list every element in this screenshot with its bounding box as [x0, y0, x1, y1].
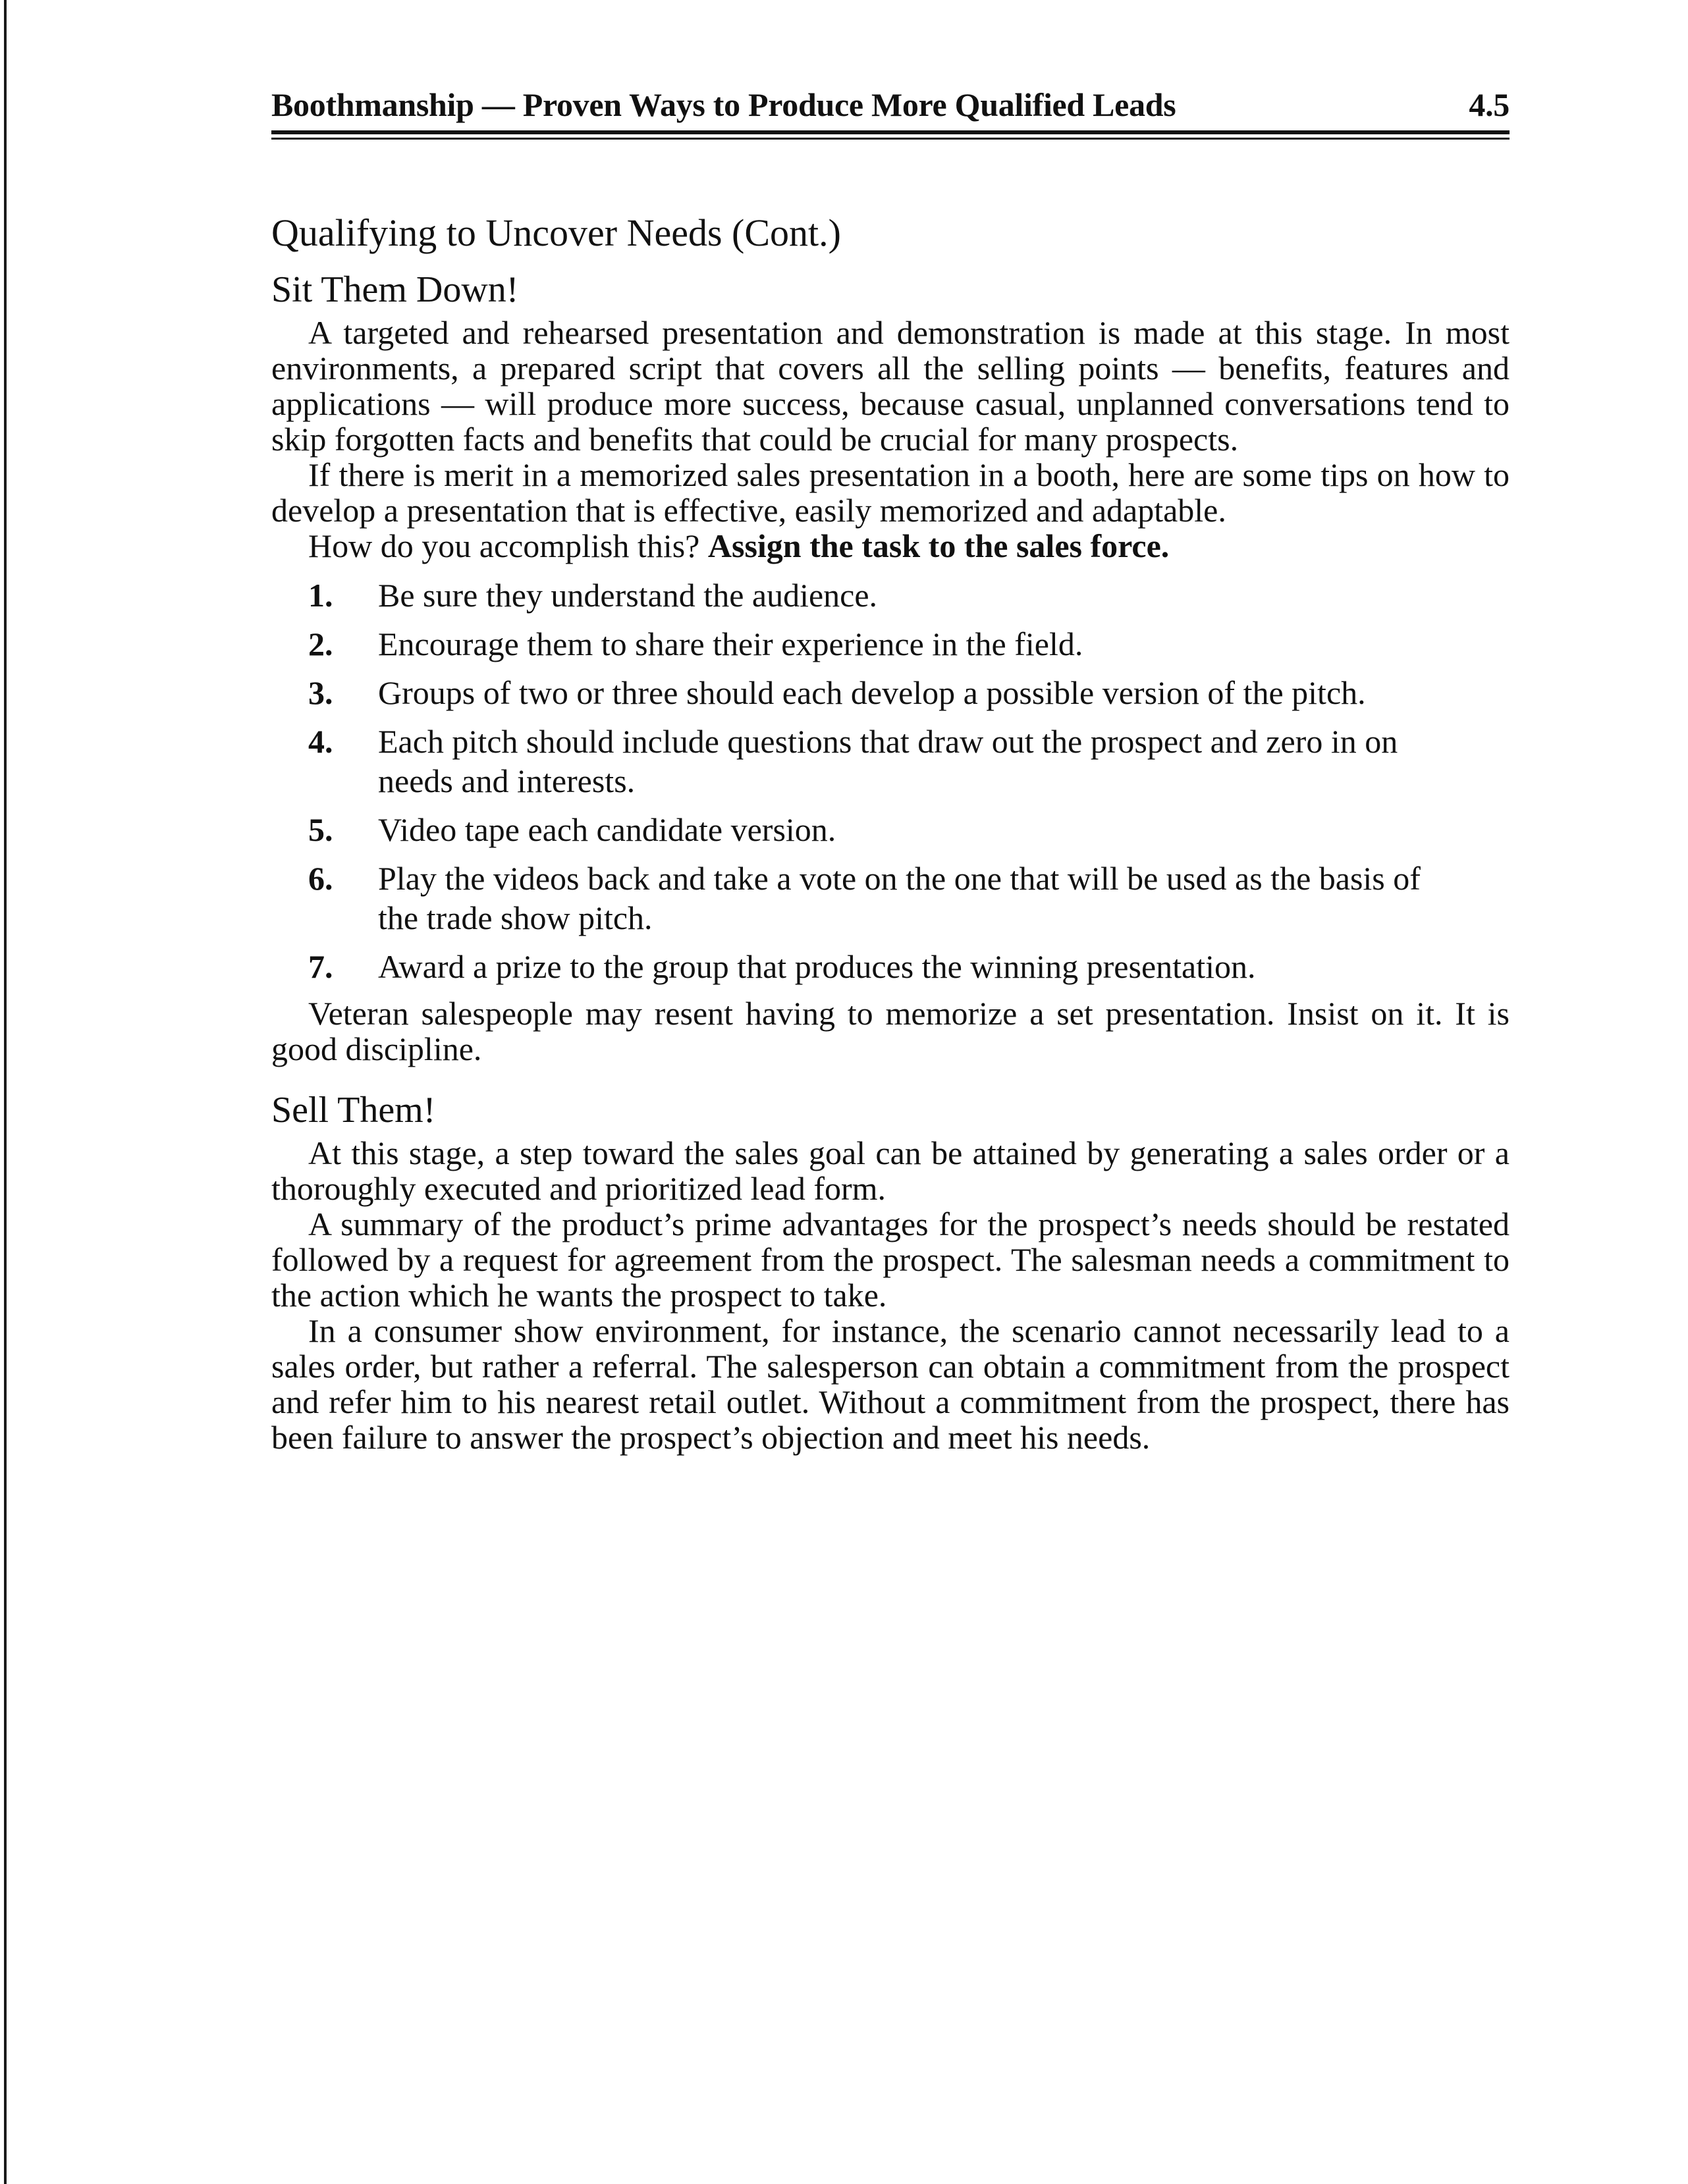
header-rule-thin	[271, 138, 1510, 140]
list-item-text: Award a prize to the group that produces the winning presentation.	[378, 948, 1256, 985]
running-header-title: Boothmanship — Proven Ways to Produce More Qualified Leads	[271, 86, 1176, 123]
list-item-text: Video tape each candidate version.	[378, 811, 836, 848]
list-item	[271, 859, 1510, 938]
list-item-number: 5.	[308, 811, 333, 848]
document-page	[271, 79, 1510, 1455]
paragraph-accomplish	[271, 528, 1510, 564]
list-item-text: Play the videos back and take a vote on the one that will be used as the basis of the trade show pitch.	[378, 860, 1421, 936]
paragraph-veteran: Veteran salespeople may resent having to memorize a set presentation. Insist on it. It is good discipline.	[271, 995, 1510, 1067]
left-margin-rule	[4, 0, 7, 2184]
list-item-number: 3.	[308, 674, 333, 711]
subheading-sit-them-down: Sit Them Down!	[271, 269, 519, 310]
list-item-number: 6.	[308, 860, 333, 897]
steps-list	[271, 575, 1510, 986]
paragraph-accomplish-lead: How do you accomplish this?	[308, 527, 708, 564]
list-item-number: 7.	[308, 948, 333, 985]
section-title: Qualifying to Uncover Needs (Cont.)	[271, 211, 841, 254]
paragraph-accomplish-emphasis: Assign the task to the sales force.	[707, 527, 1170, 564]
list-item-text: Be sure they understand the audience.	[378, 577, 878, 614]
header-rule-thick	[271, 130, 1510, 134]
header-double-rule	[271, 130, 1510, 140]
list-item-number: 1.	[308, 577, 333, 614]
list-item-text: Each pitch should include questions that draw out the prospect and zero in on needs and interests.	[378, 723, 1398, 799]
list-item	[271, 947, 1510, 986]
list-item	[271, 722, 1510, 801]
list-item	[271, 810, 1510, 849]
list-item	[271, 624, 1510, 664]
list-item-number: 4.	[308, 723, 333, 760]
paragraph-presentation: A targeted and rehearsed presentation and demonstration is made at this stage. In most environments, a prepared script that covers all the selling points — benefits, features and applications — will produce more success, because casual, unplanned conversations tend to skip forgotten facts and benefits that could be crucial for many prospects.	[271, 314, 1510, 458]
running-header	[271, 79, 1510, 130]
page-number: 4.5	[1469, 86, 1510, 123]
paragraph-sales-goal: At this stage, a step toward the sales goal can be attained by generating a sales order or a thoroughly executed and prioritized lead form.	[271, 1134, 1510, 1207]
list-item	[271, 575, 1510, 615]
list-item-number: 2.	[308, 626, 333, 662]
subheading-sell-them: Sell Them!	[271, 1090, 436, 1131]
paragraph-consumer-show: In a consumer show environment, for instance, the scenario cannot necessarily lead to a sales order, but rather a referral. The salesperson can obtain a commitment from the prospect and refer him to his nearest retail outlet. Without a commitment from the prospect, there has been failure to answer the prospect’s objection and meet his needs.	[271, 1312, 1510, 1456]
list-item	[271, 673, 1510, 712]
list-item-text: Encourage them to share their experience in the field.	[378, 626, 1083, 662]
list-item-text: Groups of two or three should each develop a possible version of the pitch.	[378, 674, 1366, 711]
paragraph-memorized-tips: If there is merit in a memorized sales presentation in a booth, here are some tips on how to develop a presentation that is effective, easily memorized and adaptable.	[271, 456, 1510, 529]
paragraph-summary: A summary of the product’s prime advantages for the prospect’s needs should be restated followed by a request for agreement from the prospect. The salesman needs a commitment to the action which he wants the prospect to take.	[271, 1206, 1510, 1314]
